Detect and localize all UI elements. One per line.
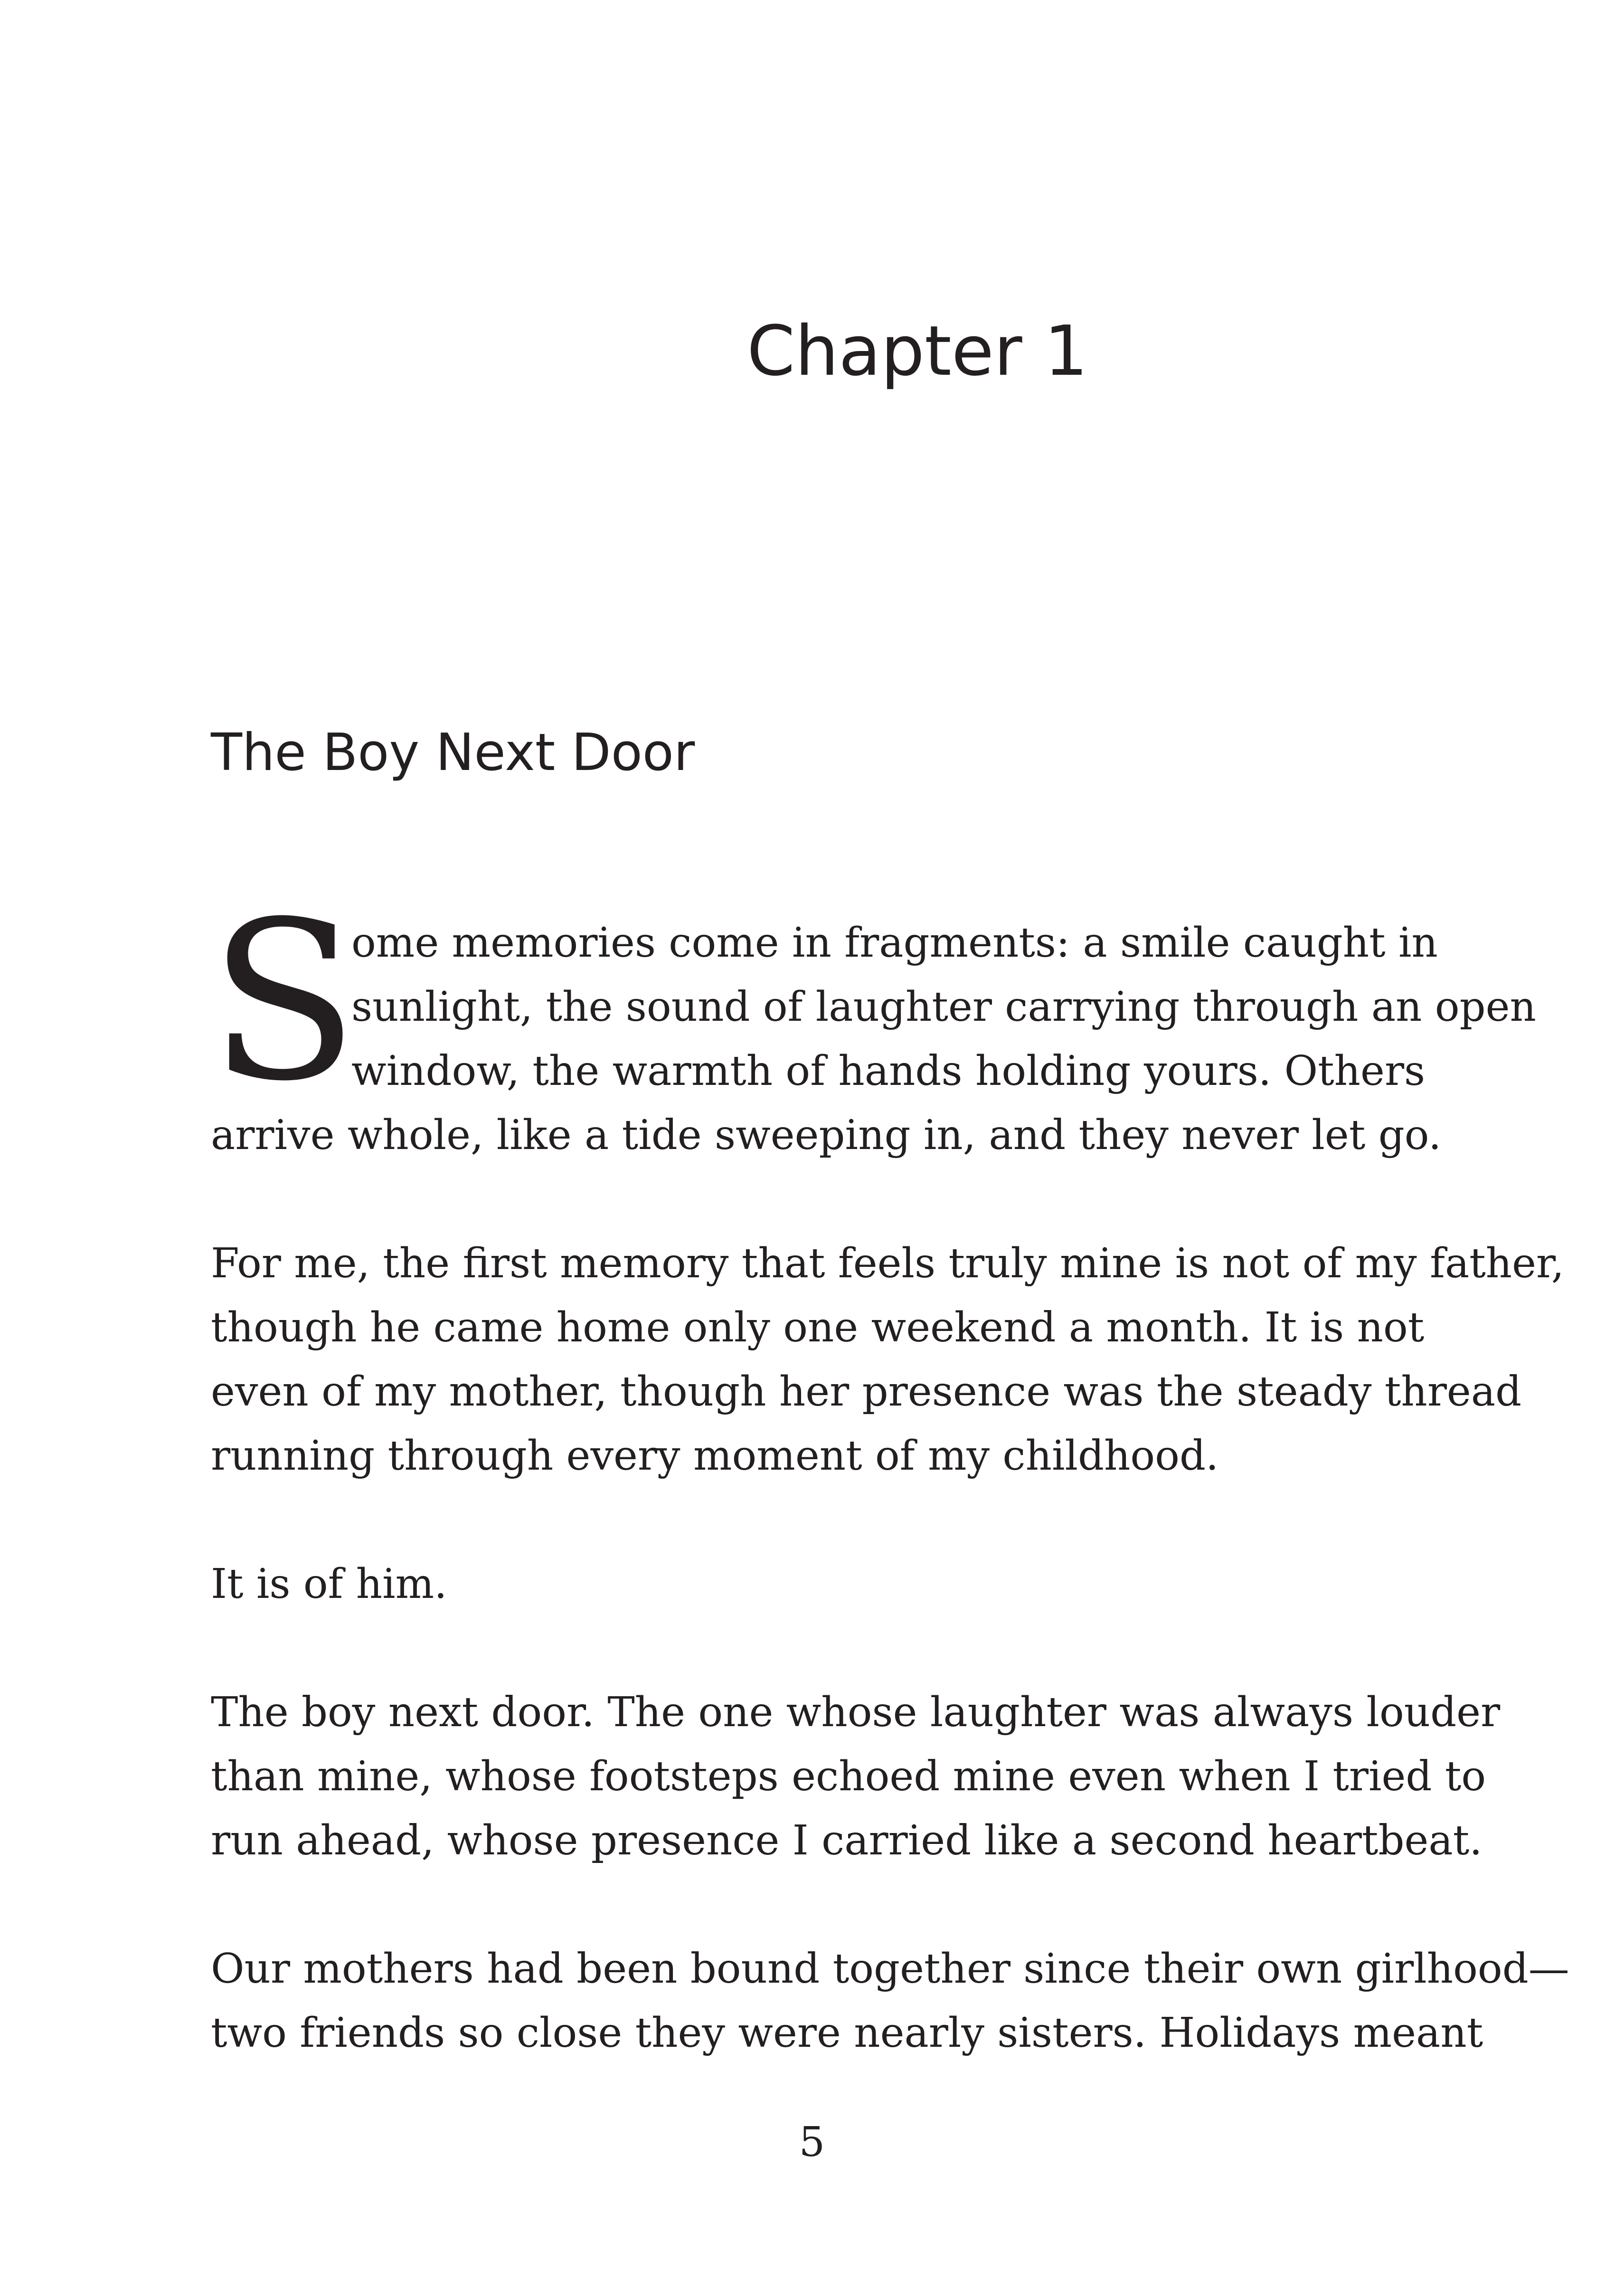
paragraph-line: even of my mother, though her presence was the steady thread — [211, 1368, 1522, 1416]
paragraph-line: The boy next door. The one whose laughter was always louder — [211, 1689, 1501, 1736]
paragraph-line: two friends so close they were nearly sisters. Holidays meant — [211, 2009, 1483, 2057]
paragraph-line: Our mothers had been bound together since their own girlhood— — [211, 1945, 1569, 1993]
paragraph-line: run ahead, whose presence I carried like a second heartbeat. — [211, 1817, 1482, 1864]
paragraph-line: For me, the first memory that feels truly mine is not of my father, — [211, 1240, 1565, 1287]
chapter-title: Chapter 1 — [746, 311, 1088, 391]
section-title: The Boy Next Door — [211, 723, 695, 782]
paragraph-line: arrive whole, like a tide sweeping in, and they never let go. — [211, 1112, 1442, 1159]
paragraph-line: running through every moment of my childhood. — [211, 1432, 1219, 1480]
page-number: 5 — [799, 2118, 825, 2166]
paragraph-line: window, the warmth of hands holding yours. Others — [351, 1047, 1426, 1095]
paragraph-line: though he came home only one weekend a month. It is not — [211, 1304, 1425, 1351]
paragraph-line: sunlight, the sound of laughter carrying through an open — [351, 983, 1536, 1031]
paragraph-line: It is of him. — [211, 1560, 447, 1608]
drop-cap: S — [209, 875, 359, 1129]
paragraph-line: than mine, whose footsteps echoed mine even when I tried to — [211, 1753, 1486, 1800]
paragraph-line: ome memories come in fragments: a smile caught in — [351, 919, 1438, 967]
